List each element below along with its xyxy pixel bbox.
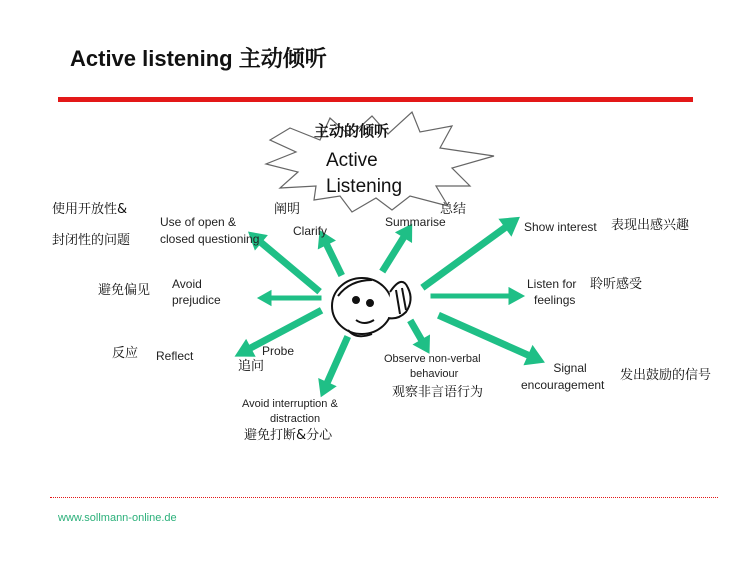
probe-zh: 追问 [238, 359, 265, 374]
listen-feelings-en-line1: Listen for [527, 277, 577, 291]
listen-feelings-zh: 聆听感受 [590, 277, 643, 292]
center-label-en-line1: Active [326, 150, 378, 171]
prejudice-en-line1: Avoid [172, 277, 202, 291]
prejudice-en-line2: prejudice [172, 293, 221, 307]
arrow-listen-feelings [430, 286, 526, 306]
nonverbal-zh: 观察非言语行为 [392, 385, 484, 400]
open-closed-en-line1: Use of open & [160, 215, 237, 229]
probe-en: Probe [262, 344, 295, 358]
open-closed-en-line2: closed questioning [160, 232, 260, 246]
clarify-zh: 阐明 [274, 202, 301, 217]
reflect-zh: 反应 [112, 346, 139, 361]
signal-en-line2: encouragement [521, 378, 605, 392]
interruption-en-line2: distraction [270, 413, 321, 425]
summarise-zh: 总结 [440, 202, 467, 217]
center-label-zh: 主动的倾听 [314, 122, 390, 140]
footer-url: www.sollmann-online.de [58, 512, 177, 524]
arrow-interruption [310, 332, 358, 403]
interruption-zh: 避免打断&分心 [244, 428, 333, 443]
signal-en-line1: Signal [553, 361, 587, 375]
center-label-en-line2: Listening [326, 176, 403, 197]
nonverbal-en-line2: behaviour [410, 368, 459, 380]
open-closed-zh-line1: 使用开放性& [52, 202, 128, 217]
summarise-en: Summarise [385, 215, 446, 229]
show-interest-zh: 表现出感兴趣 [611, 218, 690, 233]
clarify-en: Clarify [293, 224, 328, 238]
interruption-en-line1: Avoid interruption & [242, 398, 338, 410]
prejudice-zh: 避免偏见 [98, 283, 151, 298]
footer-divider [50, 497, 718, 498]
arrow-prejudice [256, 289, 322, 307]
listen-feelings-en-line2: feelings [534, 293, 576, 307]
reflect-en: Reflect [156, 349, 194, 363]
signal-zh: 发出鼓励的信号 [620, 368, 712, 383]
nonverbal-en-line1: Observe non-verbal [384, 353, 481, 365]
open-closed-zh-line2: 封闭性的问题 [52, 233, 131, 248]
show-interest-en: Show interest [524, 220, 597, 234]
slide-title: Active listening 主动倾听 [70, 46, 327, 71]
thinking-face-icon [332, 278, 411, 336]
